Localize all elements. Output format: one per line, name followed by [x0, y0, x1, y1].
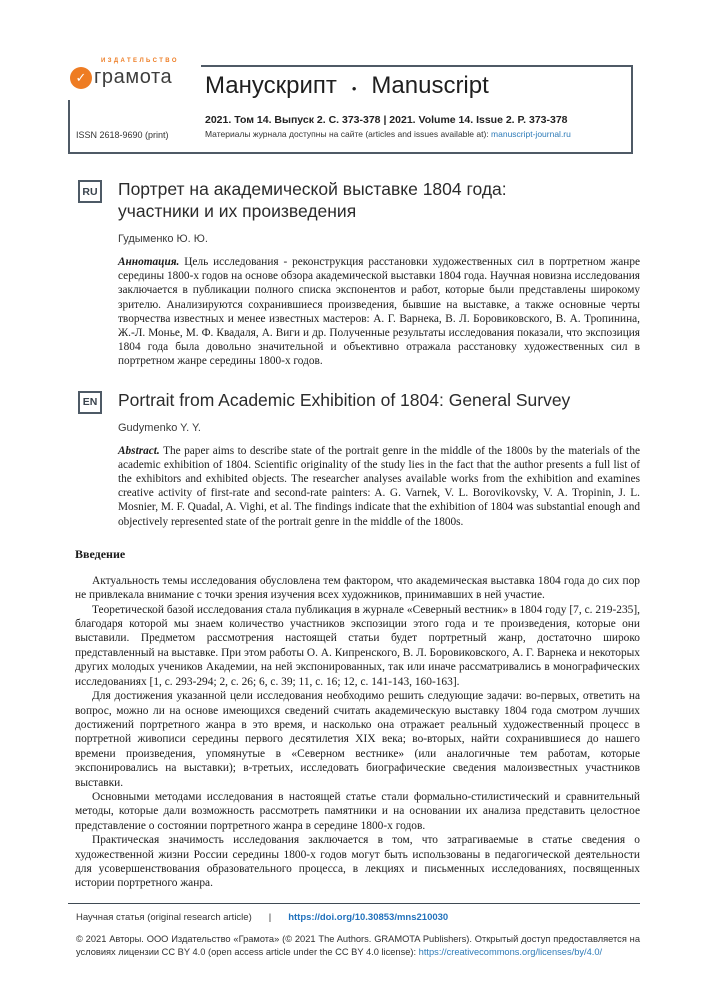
- intro-paragraph: Для достижения указанной цели исследования необходимо решить следующие задачи: во-первых, ответить на вопрос, можно ли на основе имеющихся сведений считать академическую выставку 1804 года смотром лучших достижений портретного жанра в это время, и насколько она отражает реальный художественный процесс в портретной живописи середины первого десятилетия XIX века; во-вторых, найти сохранившиеся до нашего времени произведения, упомянутые в «Северном вестнике» (или аналогичные тем работам, которые экспонировались на выставки); в-третьих, исследовать биографические сведения малоизвестных участников выставки.: [75, 690, 640, 789]
- footer-divider: [68, 903, 640, 904]
- page-footer: [76, 912, 640, 959]
- journal-site-link[interactable]: manuscript-journal.ru: [491, 129, 571, 139]
- journal-title: [205, 72, 571, 100]
- ru-language-badge: RU: [78, 180, 102, 203]
- article-author-ru: Гудыменко Ю. Ю.: [118, 233, 208, 245]
- footer-separator: |: [268, 912, 272, 923]
- introduction-heading: Введение: [75, 546, 126, 561]
- header-border-top: [201, 65, 631, 67]
- article-type-label: Научная статья (original research article): [76, 912, 252, 923]
- doi-link[interactable]: https://doi.org/10.30853/mns210030: [288, 912, 449, 923]
- article-section-ru: [78, 178, 640, 369]
- abstract-label-en: Abstract.: [118, 444, 160, 457]
- journal-title-en: Manuscript: [371, 72, 489, 99]
- article-title-ru-line2: участники и их произведения: [118, 201, 357, 221]
- bullet-separator-icon: •: [351, 80, 357, 96]
- gramota-checkmark-icon: ✓: [70, 67, 92, 89]
- intro-paragraph: Практическая значимость исследования заключается в том, что затрагиваемые в статье сведения о художественной жизни России середины 1800-х годов могут быть использованы в педагогической деятельности для усовершенствования образовательного процесса, в лекциях и письменных исследованиях, посвященных истории портретного жанра.: [75, 834, 640, 890]
- journal-header: [0, 0, 709, 158]
- copyright-notice: [76, 933, 640, 959]
- intro-paragraph: Теоретической базой исследования стала публикация в журнале «Северный вестник» в 1804 году [7, с. 219-235], благодаря которой мы знаем количество участников экспозиции этого года и те произведения, которые они выставили. Предметом рассмотрения настоящей статьи будет портретный жанр, достаточно широко представленный на выставке. При этом работы О. А. Кипренского, В. Л. Боровиковского, А. Г. Варнека и некоторых других молодых учеников Академии, на ней экспонированных, так или иначе рассматривались в монографических исследованиях [1, с. 293-294; 2, с. 26; 6, с. 39; 11, с. 16; 12, с. 141-143, 160-163].: [75, 603, 640, 688]
- intro-paragraph: Актуальность темы исследования обусловлена тем фактором, что академическая выставка 1804 года до сих пор не привлекала внимание с точки зрения изучения всех художников, принимавших в ней участие.: [75, 574, 640, 602]
- availability-line: [205, 129, 571, 139]
- abstract-text-en: The paper aims to describe state of the portrait genre in the middle of the 1800s by the materials of the academic exhibition of 1804. Scientific originality of the study lies in the fact that the author presents a full list of the exhibitors and exhibited objects. The researcher analyses available works from the exhibition and examines creative activity of first-rate and second-rate painters: A. G. Varnek, V. L. Borovikovsky, V. A. Tropinin, J. L. Mosnier, M. F. Quadal, A. Vighi, et al. The findings indicate that the exhibition of 1804 was substantial enough and objectively represented state of the portrait genre in the middle of the 1800s.: [118, 444, 640, 528]
- introduction-section: [75, 547, 640, 891]
- abstract-label-ru: Аннотация.: [118, 256, 180, 268]
- cc-license-link[interactable]: https://creativecommons.org/licenses/by/4.0/: [418, 947, 603, 957]
- abstract-ru: [118, 255, 640, 369]
- header-border-left: [68, 100, 70, 152]
- abstract-text-ru: Цель исследования - реконструкция расстановки художественных сил в портретном жанре середины 1800-х годов на основе обзора академической выставки 1804 года. Научная новизна исследования заключается в публикации полного списка экспонентов и работ, которые были представлены широкому зрителю. Анализируются сохранившиеся произведения, бывшие на выставке, а также основные черты творчества известных и менее известных мастеров: А. Г. Варнека, В. Л. Боровиковского, В. А. Тропинина, Ж.-Л. Монье, М. Ф. Квадаля, А. Виги и др. Полученные результаты исследования показали, что экспозиция 1804 года была довольно значительной и объективно отражала расстановку художественных сил в портретном жанре середины 1800-х годов.: [118, 256, 640, 368]
- journal-title-ru: Манускрипт: [205, 72, 337, 99]
- article-title-ru-line1: Портрет на академической выставке 1804 года:: [118, 179, 507, 199]
- en-language-badge: EN: [78, 391, 102, 414]
- issn-label: ISSN 2618-9690 (print): [76, 130, 169, 140]
- header-border-bottom: [68, 152, 633, 154]
- introduction-paragraphs: [75, 574, 640, 891]
- abstract-en: [118, 444, 640, 529]
- gramota-publisher-logo: [70, 58, 179, 89]
- article-author-en: Gudymenko Y. Y.: [118, 421, 201, 434]
- article-title-en: Portrait from Academic Exhibition of 1804: General Survey: [118, 389, 571, 410]
- intro-paragraph: Основными методами исследования в настоящей статье стали формально-стилистический и сравнительный методы, которые дали возможность рассмотреть памятники и на основании их анализа представить целостное представление о состоянии портретного жанра в середине 1800-х годов.: [75, 790, 640, 832]
- publisher-label: ИЗДАТЕЛЬСТВО: [101, 58, 179, 64]
- article-title-ru: [118, 178, 640, 222]
- copyright-text: © 2021 Авторы. ООО Издательство «Грамота» (© 2021 The Authors. GRAMOTA Publishers). Открытый доступ предоставляется на условиях лицензии CC BY 4.0 (open access article under the CC BY 4.0 license):: [76, 934, 640, 957]
- volume-issue-line: 2021. Том 14. Выпуск 2. С. 373-378 | 2021. Volume 14. Issue 2. P. 373-378: [205, 114, 568, 126]
- gramota-brand-name: грамота: [94, 66, 173, 88]
- footer-article-type-line: [76, 912, 640, 923]
- journal-title-block: [205, 72, 571, 139]
- availability-text: Материалы журнала доступны на сайте (articles and issues available at):: [205, 129, 492, 139]
- header-border-right: [631, 65, 633, 154]
- article-section-en: [78, 389, 640, 529]
